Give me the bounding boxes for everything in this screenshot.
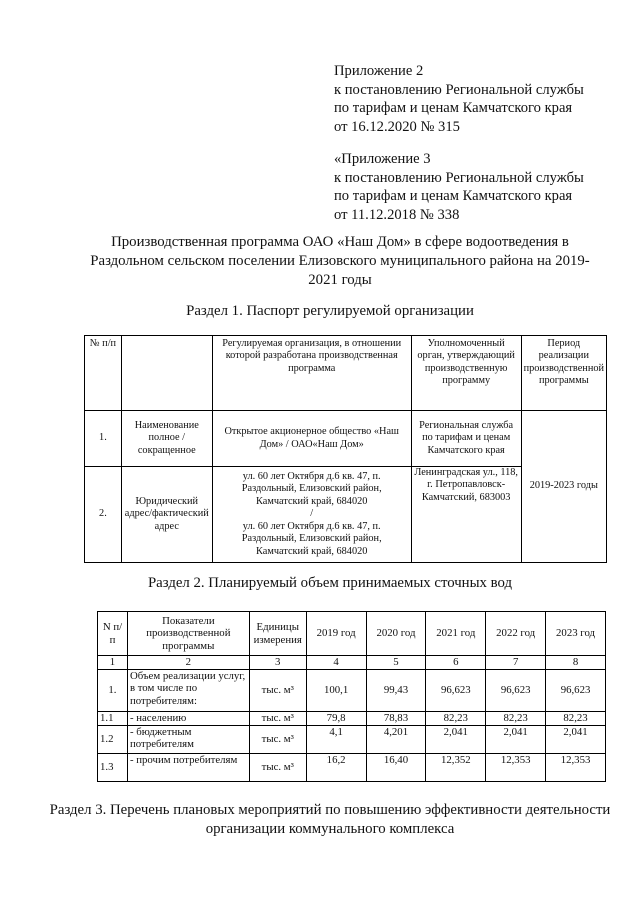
header-cell: Период реализации производственной программы — [521, 336, 606, 411]
table-row — [98, 754, 606, 782]
appendix-3-header — [334, 150, 634, 224]
row-label: Объем реализации услуг, в том числе по потребителям: — [127, 670, 249, 712]
appendix-line: по тарифам и ценам Камчатского края — [334, 188, 573, 204]
value-2019: 79,8 — [306, 712, 366, 726]
header-cell: № п/п — [85, 336, 122, 411]
row-number: 2. — [85, 467, 122, 563]
value-2020: 4,201 — [366, 726, 426, 754]
table-row — [98, 726, 606, 754]
value-2019: 4,1 — [306, 726, 366, 754]
actual-address: ул. 60 лет Октября д.6 кв. 47, п. Раздольный, Елизовский район, Камчатский край, 684020 — [241, 520, 382, 557]
table-row — [85, 411, 607, 467]
section-3-heading: Раздел 3. Перечень плановых мероприятий по повышению эффективности деятельности организации коммунального комплекса — [49, 802, 611, 837]
appendix-line: от 11.12.2018 № 338 — [334, 206, 460, 223]
unit-cell: тыс. м³ — [249, 712, 306, 726]
header-cell: 2021 год — [426, 612, 486, 656]
row-label: - бюджетным потребителям — [127, 726, 249, 754]
document-title: Производственная программа ОАО «Наш Дом» в сфере водоотведения в Раздольном сельском поселении Елизовского муниципального района на 2019-2021 годы — [90, 234, 590, 288]
row-number: 1. — [98, 670, 128, 712]
value-2022: 12,353 — [486, 754, 546, 782]
section-2-heading: Раздел 2. Планируемый объем принимаемых сточных вод — [147, 575, 513, 591]
legal-address: ул. 60 лет Октября д.6 кв. 47, п. Раздольный, Елизовский район, Камчатский край, 684020 — [241, 471, 382, 507]
column-number: 4 — [306, 656, 366, 670]
value-2021: 12,352 — [426, 754, 486, 782]
column-number-row — [98, 656, 606, 670]
unit-cell: тыс. м³ — [249, 754, 306, 782]
value-2022: 96,623 — [486, 670, 546, 712]
value-2021: 2,041 — [426, 726, 486, 754]
value-2020: 16,40 — [366, 754, 426, 782]
value-2023: 2,041 — [546, 726, 606, 754]
table-row — [98, 712, 606, 726]
row-number: 1.1 — [98, 712, 128, 726]
value-2023: 82,23 — [546, 712, 606, 726]
header-cell: Показатели производственной программы — [127, 612, 249, 656]
org-name: Открытое акционерное общество «Наш Дом» / ОАО«Наш Дом» — [212, 411, 411, 467]
row-label: - населению — [127, 712, 249, 726]
column-number: 8 — [546, 656, 606, 670]
value-2023: 12,353 — [546, 754, 606, 782]
column-number: 6 — [426, 656, 486, 670]
appendix-line: к постановлению Региональной службы — [334, 169, 584, 186]
header-cell: 2022 год — [486, 612, 546, 656]
appendix-line: по тарифам и ценам Камчатского края — [334, 100, 573, 116]
column-number: 1 — [98, 656, 128, 670]
table-header-row — [85, 336, 607, 411]
table-header-row — [98, 612, 606, 656]
value-2022: 2,041 — [486, 726, 546, 754]
row-label: - прочим потребителям — [127, 754, 249, 782]
header-cell: Регулируемая организация, в отношении которой разработана производственная программа — [212, 336, 411, 411]
header-cell: 2020 год — [366, 612, 426, 656]
appendix-line: от 16.12.2020 № 315 — [334, 118, 460, 135]
value-2021: 96,623 — [426, 670, 486, 712]
unit-cell: тыс. м³ — [249, 670, 306, 712]
value-2020: 99,43 — [366, 670, 426, 712]
header-cell — [121, 336, 212, 411]
row-number: 1.2 — [98, 726, 128, 754]
row-number: 1. — [85, 411, 122, 467]
section-1-heading: Раздел 1. Паспорт регулируемой организации — [186, 303, 474, 319]
appendix-line: Приложение 2 — [334, 63, 424, 79]
row-label: Юридический адрес/фактический адрес — [121, 467, 212, 563]
unit-cell: тыс. м³ — [249, 726, 306, 754]
column-number: 3 — [249, 656, 306, 670]
header-cell: Единицы измерения — [249, 612, 306, 656]
appendix-2-header — [334, 62, 634, 136]
column-number: 2 — [127, 656, 249, 670]
period-cell: 2019-2023 годы — [521, 411, 606, 563]
org-address — [212, 467, 411, 563]
value-2021: 82,23 — [426, 712, 486, 726]
value-2022: 82,23 — [486, 712, 546, 726]
authority-address: Ленинградская ул., 118, г. Петропавловск-Камчатский, 683003 — [411, 467, 521, 563]
value-2020: 78,83 — [366, 712, 426, 726]
appendix-line: к постановлению Региональной службы — [334, 81, 584, 98]
header-cell: 2023 год — [546, 612, 606, 656]
value-2019: 16,2 — [306, 754, 366, 782]
header-cell: 2019 год — [306, 612, 366, 656]
appendix-line: «Приложение 3 — [334, 151, 431, 167]
row-number: 1.3 — [98, 754, 128, 782]
column-number: 5 — [366, 656, 426, 670]
passport-table — [84, 335, 607, 563]
value-2019: 100,1 — [306, 670, 366, 712]
authority-name: Региональная служба по тарифам и ценам Камчатского края — [411, 411, 521, 467]
table-row — [98, 670, 606, 712]
address-separator: / — [310, 508, 314, 520]
header-cell: Уполномоченный орган, утверждающий производственную программу — [411, 336, 521, 411]
volume-table — [97, 611, 606, 782]
value-2023: 96,623 — [546, 670, 606, 712]
row-label: Наименование полное / сокращенное — [121, 411, 212, 467]
column-number: 7 — [486, 656, 546, 670]
header-cell: N п/п — [98, 612, 128, 656]
